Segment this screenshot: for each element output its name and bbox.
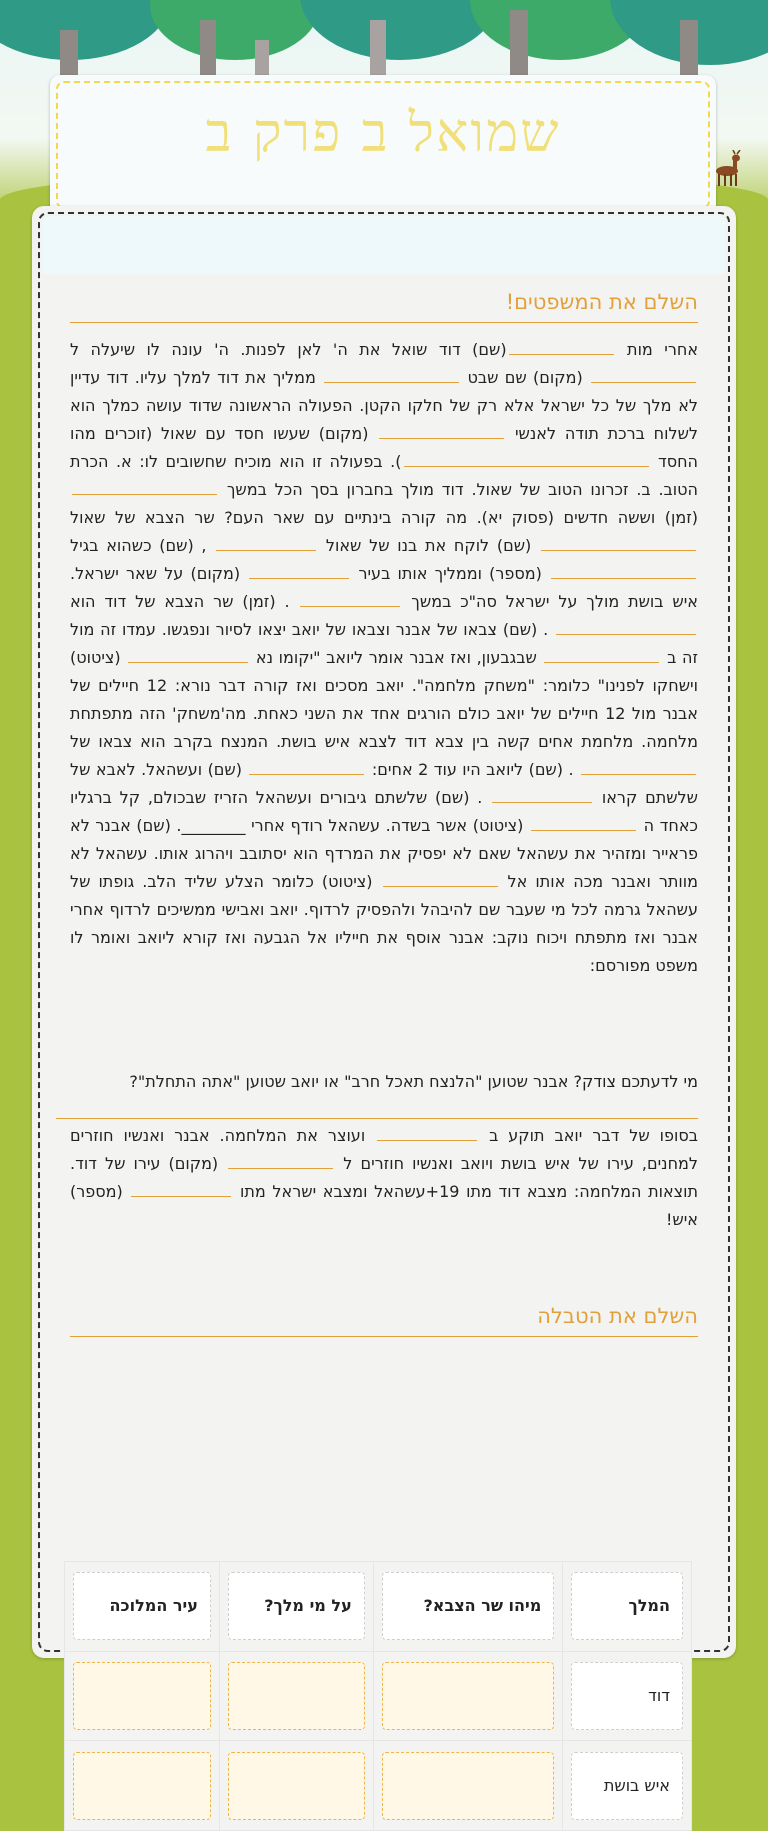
blank-input[interactable] (72, 476, 217, 495)
section-heading-complete-table: השלם את הטבלה (70, 1304, 698, 1337)
blank-input[interactable] (300, 588, 400, 607)
blank-input[interactable] (541, 532, 696, 551)
blank-input[interactable] (249, 560, 349, 579)
table-answer-input[interactable] (73, 1662, 211, 1730)
table-king-cell: דוד (571, 1662, 683, 1730)
blank-input[interactable] (531, 812, 636, 831)
blank-input[interactable] (492, 784, 592, 803)
blank-input[interactable] (324, 364, 459, 383)
table-answer-input[interactable] (228, 1752, 365, 1820)
kings-table (64, 1561, 692, 1831)
blank-input[interactable] (404, 448, 649, 467)
table-row (65, 1651, 692, 1741)
worksheet-sheet (32, 206, 736, 1796)
blank-input[interactable] (581, 756, 696, 775)
section-heading-complete-sentences: השלם את המשפטים! (70, 290, 698, 323)
blank-input[interactable] (128, 644, 248, 663)
title-card (50, 75, 716, 215)
table-row (65, 1741, 692, 1831)
table-answer-input[interactable] (382, 1752, 555, 1820)
blank-input[interactable] (216, 532, 316, 551)
table-header-cell: מיהו שר הצבא? (382, 1572, 555, 1640)
table-header-cell: על מי מלך? (228, 1572, 365, 1640)
table-answer-input[interactable] (73, 1752, 211, 1820)
blank-input[interactable] (544, 644, 659, 663)
blank-input[interactable] (556, 616, 696, 635)
blank-input[interactable] (379, 420, 504, 439)
table-header-cell: עיר המלוכה (73, 1572, 211, 1640)
table-answer-input[interactable] (382, 1662, 555, 1730)
blank-input[interactable] (249, 756, 364, 775)
answer-line-input[interactable] (56, 1118, 698, 1119)
blank-input[interactable] (383, 868, 498, 887)
table-header-cell: המלך (571, 1572, 683, 1640)
blank-input[interactable] (228, 1150, 333, 1169)
blank-input[interactable] (131, 1178, 231, 1197)
deer-icon (715, 150, 749, 186)
table-answer-input[interactable] (228, 1662, 365, 1730)
blank-input[interactable] (377, 1122, 477, 1141)
ending-paragraph: בסופו של דבר יואב תוקע ב ועוצר את המלחמה. אבנר ואנשיו חוזרים למחנים, עירו של איש בושת ויואב ואנשיו חוזרים ל (מקום) עירו של דוד. תוצאות המלחמה: מצבא דוד מתו 19+עשהאל ומצבא ישראל מתו (מספר) איש! (70, 1122, 698, 1234)
blank-input[interactable] (509, 336, 614, 355)
discussion-question: מי לדעתכם צודק? אבנר שטוען "הלנצח תאכל חרב" או יואב שטוען "אתה התחלת"? (129, 1072, 698, 1091)
table-king-cell: איש בושת (571, 1752, 683, 1820)
worksheet-title: שמואל ב פרק ב (205, 101, 561, 164)
blank-input[interactable] (591, 364, 696, 383)
fill-in-paragraph: אחרי מות (שם) דוד שואל את ה' לאן לפנות. ה' עונה לו שיעלה ל (מקום) שם שבט ממליך את דוד למלך עליו. דוד עדיין לא מלך של כל ישראל אלא רק של חלקו הקטן. הפעולה הראשונה שדוד עושה כמלך הוא לשלוח ברכת תודה לאנשי (מקום) שעשו חסד עם שאול (זוכרים מהו החסד ). בפעולה זו הוא מוכיח שחשובים לו: א. הכרת הטוב. ב. זכרונו הטוב של שאול. דוד מולך בחברון בסך הכל במשך (זמן) וששה חדשים (פסוק יא). מה קורה בינתיים עם שאר העם? שר הצבא של שאול (שם) לוקח את בנו של שאול , (שם) כשהוא בגיל (מספר) וממליך אותו בעיר (מקום) על שאר ישראל. איש בושת מולך על ישראל סה"כ במשך . (זמן) שר הצבא של דוד הוא . (שם) צבאו של אבנר וצבאו של יואב יצאו לסיור ונפגשו. עמדו זה מול זה ב שבגבעון, ואז אבנר אומר ליואב "יקומו נא (ציטוט) וישחקו לפנינו" כלומר: "משחק מלחמה". יואב מסכים ואז קורה דבר נורא: 12 חיילים של אבנר מול 12 חיילים של יואב כולם הורגים אחד את השני כאחת. מה'משחק' הזה מתפתחת מלחמה. מלחמת אחים קשה בין צבא דוד לצבא איש בושת. המנצח בקרב הוא צבאו של . (שם) ליואב היו עוד 2 אחים: (שם) ועשהאל. לאבא של שלשתם קראו . (שם) שלשתם גיבורים ועשהאל הזריז שבכולם, קל ברגליו כאחד ה (ציטוט) אשר בשדה. עשהאל רודף אחרי ________. (שם) אבנר לא פראייר ומזהיר את עשהאל שאם לא יפסיק את המרדף הוא יסתובב ויהרוג אותו. עשהאל לא מוותר ואבנר מכה אותו אל (ציטוט) כלומר הצלע שליד הלב. גופתו של עשהאל גרמה לכל מי שעבר שם להיבהל ולהפסיק לרדוף. יואב ואבישי ממשיכים לרדוף אחרי אבנר ואז מתפתח ויכוח נוקב: אבנר אוסף את חייליו אל הגבעה ואז קורא ליואב ואומר לו משפט מפורסם: (70, 336, 698, 980)
blank-input[interactable] (551, 560, 696, 579)
table-header-row (65, 1562, 692, 1652)
